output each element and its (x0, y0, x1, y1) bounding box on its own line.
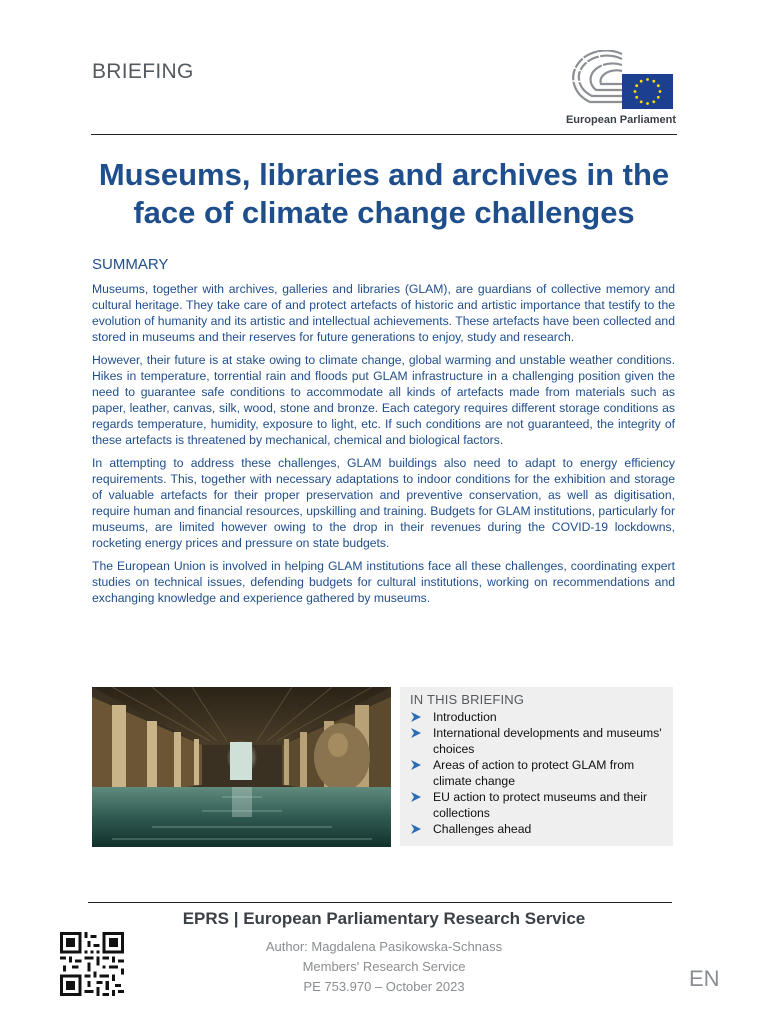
toc-item-international-developments[interactable] (410, 725, 663, 757)
arrow-bullet-icon (410, 759, 422, 771)
toc-item-label: International developments and museums' choices (433, 726, 662, 756)
footer-divider (88, 902, 672, 903)
arrow-bullet-icon (410, 727, 422, 739)
summary-paragraph: The European Union is involved in helping GLAM institutions face all these challenges, coordinating expert studies on technical issues, defending budgets for cultural institutions, working on recommendations and exchanging knowledge and experience gathered by museums. (92, 559, 675, 605)
language-code: EN (689, 966, 720, 991)
summary-heading: SUMMARY (92, 256, 169, 273)
summary-paragraph: Museums, together with archives, galleries and libraries (GLAM), are guardians of collective memory and cultural heritage. They take care of and protect artefacts of historic and artistic importance that testify to the evolution of humanity and its artistic and intellectual achievements. These artefacts have been collected and stored in museums and their reserves for future generations to enjoy, study and research. (92, 282, 675, 344)
toc-item-label: Introduction (433, 710, 497, 724)
toc-item-challenges-ahead[interactable] (410, 821, 663, 837)
summary-paragraph: In attempting to address these challenges, GLAM buildings also need to adapt to energy efficiency requirements. This, together with necessary adaptations to indoor conditions for the exhibition and storage of valuable artefacts for their proper preservation and preventive conservation, as well as digitisation, require human and financial resources, upskilling and training. Budgets for GLAM institutions, particularly for museums, are limited however owing to the drop in their revenues during the COVID-19 lockdowns, rocketing energy prices and pressure on state budgets. (92, 456, 675, 550)
arrow-bullet-icon (410, 791, 422, 803)
toc-item-areas-of-action[interactable] (410, 757, 663, 789)
document-type-label: BRIEFING (92, 60, 194, 83)
toc-item-introduction[interactable] (410, 709, 663, 725)
arrow-bullet-icon (410, 823, 422, 835)
toc-item-label: Challenges ahead (433, 822, 532, 836)
hemicycle-icon (556, 50, 676, 112)
arrow-bullet-icon (410, 711, 422, 723)
logo-caption: European Parliament (565, 114, 676, 126)
header-divider (91, 134, 677, 135)
european-parliament-logo (556, 50, 676, 132)
summary-paragraph: However, their future is at stake owing to climate change, global warming and unstable weather conditions. Hikes in temperature, torrential rain and floods put GLAM infrastructure in a challenging position given the need to guarantee safe conditions to accommodate all kinds of artefacts made from materials such as paper, leather, canvas, silk, wood, stone and bronze. Each category requires different storage conditions as regards temperature, humidity, exposure to light, etc. If such conditions are not guaranteed, the integrity of these artefacts is threatened by mechanical, chemical and biological factors. (92, 353, 675, 447)
title-line-1: Museums, libraries and archives in the (98, 157, 670, 192)
toc-heading: IN THIS BRIEFING (410, 692, 525, 707)
author-line: Author: Magdalena Pasikowska-Schnass (265, 939, 503, 954)
title-line-2: face of climate change challenges (133, 195, 635, 230)
reference-line: PE 753.970 – October 2023 (303, 979, 465, 994)
research-service-name: EPRS | European Parliamentary Research Service (182, 909, 586, 928)
summary-body (92, 281, 675, 613)
in-this-briefing-box (400, 687, 673, 846)
flooded-museum-photo (92, 687, 391, 847)
toc-item-label: Areas of action to protect GLAM from climate change (433, 758, 635, 788)
department-line: Members' Research Service (302, 959, 466, 974)
qr-code-icon[interactable] (60, 932, 124, 996)
toc-item-label: EU action to protect museums and their collections (433, 790, 648, 820)
toc-item-eu-action[interactable] (410, 789, 663, 821)
toc-list (410, 709, 663, 837)
page-title (70, 156, 698, 232)
